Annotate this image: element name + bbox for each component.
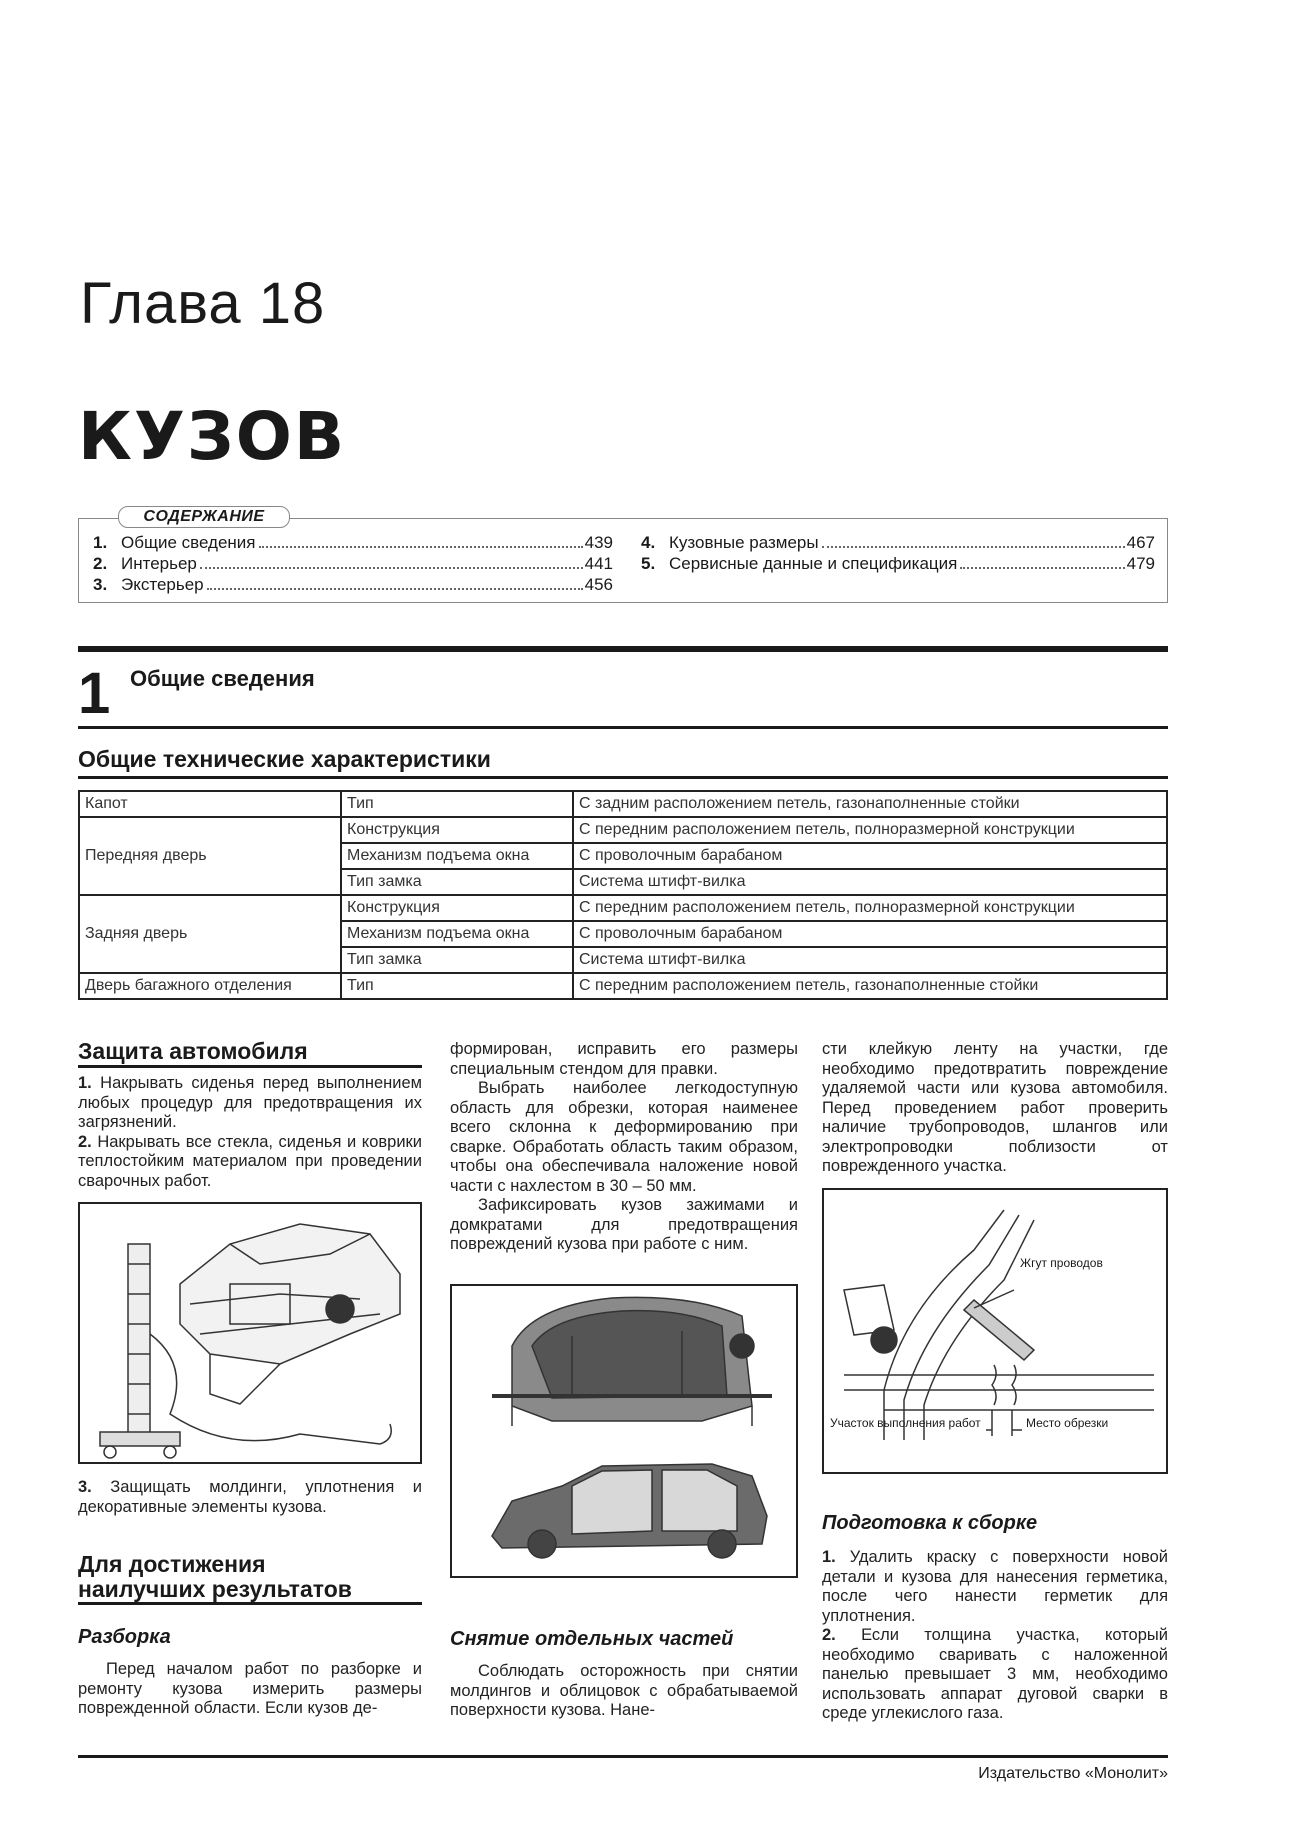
toc-item[interactable]: 4. Кузовные размеры 467 bbox=[641, 533, 1155, 552]
table-row bbox=[79, 973, 1167, 999]
best-results-heading: Для достижения наилучших результатов bbox=[78, 1552, 422, 1605]
section-bottom-rule bbox=[78, 726, 1168, 729]
disassembly-subheading: Разборка bbox=[78, 1626, 171, 1648]
spec-cell: Дверь багажного отделения bbox=[79, 973, 341, 999]
table-row bbox=[79, 817, 1167, 843]
table-row bbox=[79, 791, 1167, 817]
col2-text: формирован, исправить его размеры специальным стендом для правки. Выбрать наиболее легкодоступную область для обрезки, которая наименее всего склонна к деформированию при сварке. Обработать область таким образом, чтобы она обеспечивала наложение новой части с нахлестом в 30 – 50 мм. Зафиксировать кузов зажимами и домкратами для предотвращения повреждений кузова при работе с ним. bbox=[450, 1040, 798, 1253]
label-wire-harness: Жгут проводов bbox=[1020, 1256, 1103, 1270]
toc-item[interactable]: 5. Сервисные данные и спецификация 479 bbox=[641, 554, 1155, 573]
spec-cell: Передняя дверь bbox=[79, 817, 341, 895]
protection-heading: Защита автомобиля bbox=[78, 1038, 422, 1068]
spec-cell: Конструкция bbox=[341, 895, 573, 921]
spec-cell: С передним расположением петель, полноразмерной конструкции bbox=[573, 895, 1167, 921]
spec-cell: С передним расположением петель, газонаполненные стойки bbox=[573, 973, 1167, 999]
col3-text: сти клейкую ленту на участки, где необходимо предотвратить повреждение удаляемой части или кузова автомобиля. Перед проведением работ проверить наличие трубопроводов, шлангов или электропроводки поблизости от поврежденного участка. bbox=[822, 1040, 1168, 1175]
protection-text: 1. Накрывать сиденья перед выполнением любых процедур для предотвращения их загрязнений. 2. Накрывать все стекла, сиденья и коврики теплостойким материалом при проведении сварочных работ. bbox=[78, 1074, 422, 1190]
table-of-contents bbox=[78, 518, 1168, 603]
spec-cell: Задняя дверь bbox=[79, 895, 341, 973]
removal-text: Соблюдать осторожность при снятии молдингов и облицовок с обрабатываемой поверхности кузова. Нане- bbox=[450, 1662, 798, 1719]
table-row bbox=[79, 895, 1167, 921]
protection-text-2: 3. Защищать молдинги, уплотнения и декоративные элементы кузова. bbox=[78, 1478, 422, 1516]
spec-cell: Тип bbox=[341, 973, 573, 999]
publisher-footer: Издательство «Монолит» bbox=[978, 1765, 1168, 1782]
spec-cell: Система штифт-вилка bbox=[573, 947, 1167, 973]
spec-cell: С проволочным барабаном bbox=[573, 921, 1167, 947]
spec-cell: Тип bbox=[341, 791, 573, 817]
toc-label: СОДЕРЖАНИЕ bbox=[118, 506, 290, 528]
section-number: 1 bbox=[78, 661, 111, 726]
spec-cell: Тип замка bbox=[341, 869, 573, 895]
spec-cell: С проволочным барабаном bbox=[573, 843, 1167, 869]
spec-cell: Механизм подъема окна bbox=[341, 921, 573, 947]
figure-cut-area bbox=[822, 1188, 1168, 1474]
disassembly-text: Перед началом работ по разборке и ремонту кузова измерить размеры поврежденной области. Если кузов де- bbox=[78, 1660, 422, 1717]
assembly-prep-subheading: Подготовка к сборке bbox=[822, 1512, 1038, 1534]
chapter-label: Глава 18 bbox=[80, 271, 326, 336]
spec-cell: Тип замка bbox=[341, 947, 573, 973]
section-top-rule bbox=[78, 646, 1168, 652]
spec-cell: Капот bbox=[79, 791, 341, 817]
removal-subheading: Снятие отдельных частей bbox=[450, 1628, 734, 1650]
assembly-prep-text: 1. Удалить краску с поверхности новой детали и кузова для нанесения герметика, после чего нанести герметик для уплотнения. 2. Если толщина участка, который необходимо сваривать с наложенной панелью превышает 3 мм, необходимо использовать аппарат дуговой сварки в среде углекислого газа. bbox=[822, 1548, 1168, 1722]
spec-cell: Конструкция bbox=[341, 817, 573, 843]
figure-body-straightening bbox=[78, 1202, 422, 1464]
toc-item[interactable]: 1. Общие сведения 439 bbox=[93, 533, 613, 552]
spec-cell: Система штифт-вилка bbox=[573, 869, 1167, 895]
label-cut-place: Место обрезки bbox=[1026, 1416, 1109, 1430]
spec-cell: С передним расположением петель, полноразмерной конструкции bbox=[573, 817, 1167, 843]
footer-rule bbox=[78, 1755, 1168, 1758]
label-work-area: Участок выполнения работ bbox=[830, 1416, 981, 1430]
spec-cell: С задним расположением петель, газонаполненные стойки bbox=[573, 791, 1167, 817]
section-title: Общие сведения bbox=[130, 666, 315, 691]
spec-table bbox=[78, 790, 1168, 1000]
toc-item[interactable]: 2. Интерьер 441 bbox=[93, 554, 613, 573]
toc-item[interactable]: 3. Экстерьер 456 bbox=[93, 575, 613, 594]
chapter-title: КУЗОВ bbox=[78, 398, 347, 475]
figure-body-shell bbox=[450, 1284, 798, 1578]
spec-heading: Общие технические характеристики bbox=[78, 746, 1168, 779]
spec-cell: Механизм подъема окна bbox=[341, 843, 573, 869]
